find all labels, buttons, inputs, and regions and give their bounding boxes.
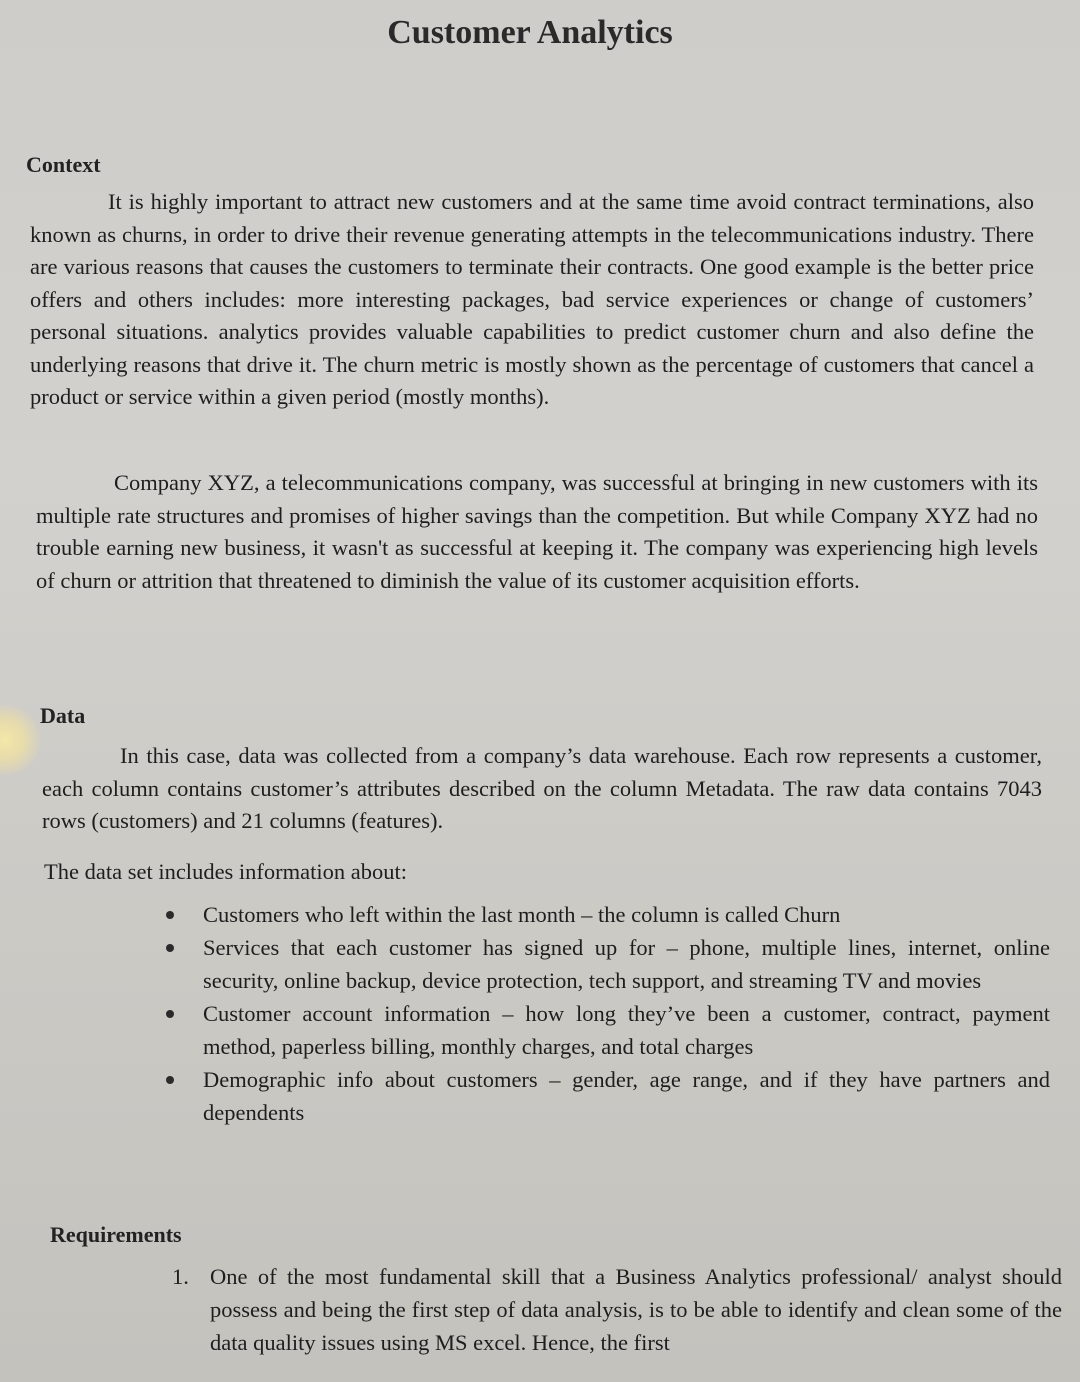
bullet-icon bbox=[166, 944, 174, 952]
list-item bbox=[166, 931, 1050, 997]
bullet-text: Demographic info about customers – gender, age range, and if they have partners and dependents bbox=[203, 1067, 1050, 1125]
requirements-heading: Requirements bbox=[50, 1222, 182, 1247]
bullet-icon bbox=[166, 1010, 174, 1018]
context-heading: Context bbox=[26, 152, 101, 177]
requirements-list bbox=[172, 1260, 1062, 1359]
context-paragraph-1: It is highly important to attract new customers and at the same time avoid contract terminations, also known as churns, in order to drive their revenue generating attempts in the telecommunications industry. There are various reasons that causes the customers to terminate their contracts. One good example is the better price offers and others includes: more interesting packages, bad service experiences or change of customers’ personal situations. analytics provides valuable capabilities to predict customer churn and also define the underlying reasons that drive it. The churn metric is mostly shown as the percentage of customers that cancel a product or service within a given period (mostly months). bbox=[30, 189, 1034, 409]
bullet-text: Customers who left within the last month – the column is called Churn bbox=[203, 902, 841, 927]
data-heading: Data bbox=[40, 703, 86, 728]
bullet-text: Customer account information – how long they’ve been a customer, contract, payment method, paperless billing, monthly charges, and total charges bbox=[203, 1001, 1050, 1059]
light-glare bbox=[0, 705, 40, 775]
item-text: One of the most fundamental skill that a Business Analytics professional/ analyst should possess and being the first step of data analysis, is to be able to identify and clean some of the data quality issues using MS excel. Hence, the first bbox=[210, 1264, 1062, 1355]
data-intro: The data set includes information about: bbox=[44, 859, 408, 884]
list-item bbox=[166, 898, 1050, 931]
document-title: Customer Analytics bbox=[387, 14, 673, 51]
list-item bbox=[166, 1063, 1050, 1129]
data-paragraph: In this case, data was collected from a company’s data warehouse. Each row represents a customer, each column contains customer’s attributes described on the column Metadata. The raw data contains 7043 rows (customers) and 21 columns (features). bbox=[42, 743, 1042, 833]
context-paragraph-2: Company XYZ, a telecommunications company, was successful at bringing in new customers with its multiple rate structures and promises of higher savings than the competition. But while Company XYZ had no trouble earning new business, it wasn't as successful at keeping it. The company was experiencing high levels of churn or attrition that threatened to diminish the value of its customer acquisition efforts. bbox=[36, 470, 1038, 593]
data-bullet-list bbox=[166, 898, 1050, 1129]
item-number: 1. bbox=[172, 1264, 189, 1289]
bullet-icon bbox=[166, 911, 174, 919]
list-item bbox=[166, 997, 1050, 1063]
list-item bbox=[172, 1260, 1062, 1359]
bullet-text: Services that each customer has signed up for – phone, multiple lines, internet, online security, online backup, device protection, tech support, and streaming TV and movies bbox=[203, 935, 1050, 993]
bullet-icon bbox=[166, 1076, 174, 1084]
